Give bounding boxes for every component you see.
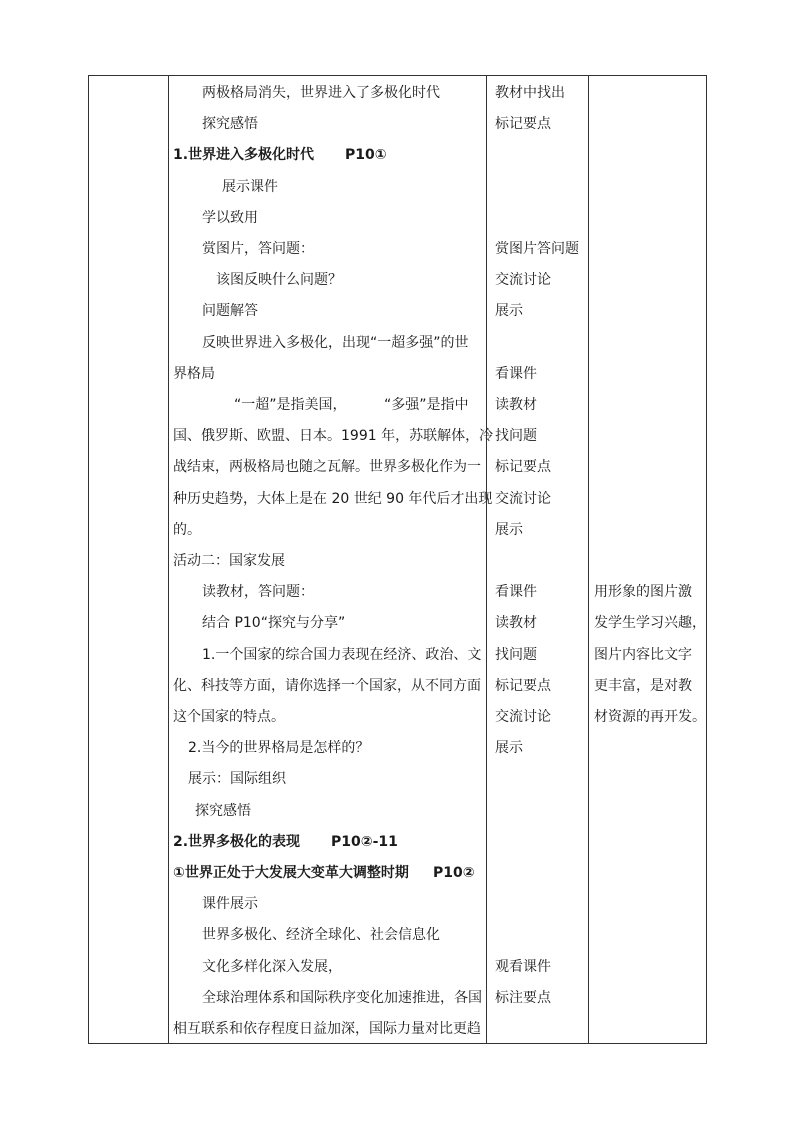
section-heading: 2.世界多极化的表现	[173, 834, 301, 850]
activity-heading: 活动二：国家发展	[173, 553, 285, 569]
activity-item: 读教材	[495, 615, 537, 631]
text-line: 1.一个国家的综合国力表现在经济、政治、文	[202, 647, 482, 663]
page-reference: P10②	[433, 865, 475, 881]
text-line: “多强”是指中	[384, 397, 469, 413]
text-line: 结合 P10“探究与分享”	[202, 615, 346, 631]
text-line: 国、俄罗斯、欧盟、日本。1991 年，苏联解体，冷	[173, 428, 494, 444]
activity-item: 找问题	[495, 428, 537, 444]
activity-item: 看课件	[495, 584, 537, 600]
text-line: 展示课件	[222, 179, 278, 195]
text-line: 这个国家的特点。	[173, 709, 285, 725]
page-reference: P10①	[345, 147, 387, 163]
activity-item: 展示	[495, 522, 523, 538]
text-line: 2.当今的世界格局是怎样的？	[188, 740, 370, 756]
text-line: 问题解答	[202, 303, 258, 319]
text-line: 读教材，答问题：	[202, 584, 314, 600]
text-line: 两极格局消失，世界进入了多极化时代	[202, 85, 440, 101]
activity-item: 找问题	[495, 647, 537, 663]
text-line: 世界多极化、经济全球化、社会信息化	[202, 927, 440, 943]
activity-item: 展示	[495, 303, 523, 319]
activity-item: 赏图片答问题	[495, 241, 579, 257]
text-line: 全球治理体系和国际秩序变化加速推进，各国	[202, 990, 482, 1006]
activity-item: 展示	[495, 740, 523, 756]
page-reference: P10②-11	[331, 834, 398, 850]
activity-item: 看课件	[495, 366, 537, 382]
activity-item: 读教材	[495, 397, 537, 413]
text-line: 赏图片，答问题：	[202, 241, 314, 257]
activity-item: 交流讨论	[495, 491, 551, 507]
text-line: 种历史趋势，大体上是在 20 世纪 90 年代后才出现	[173, 491, 493, 507]
activity-item: 标注要点	[495, 990, 551, 1006]
text-line: 的。	[173, 522, 201, 538]
intent-line: 用形象的图片激	[594, 584, 692, 600]
column-divider-3	[588, 76, 589, 1043]
intent-line: 材资源的再开发。	[594, 709, 706, 725]
activity-item: 标记要点	[495, 459, 551, 475]
activity-item: 标记要点	[495, 678, 551, 694]
intent-line: 图片内容比文字	[594, 647, 692, 663]
activity-item: 标记要点	[495, 116, 551, 132]
text-line: 文化多样化深入发展，	[202, 959, 342, 975]
column-divider-1	[168, 76, 169, 1043]
text-line: 探究感悟	[202, 116, 258, 132]
activity-item: 交流讨论	[495, 709, 551, 725]
text-line: 界格局	[173, 366, 215, 382]
activity-item: 教材中找出	[495, 85, 565, 101]
column-divider-2	[486, 76, 487, 1043]
text-line: 化、科技等方面，请你选择一个国家，从不同方面	[173, 678, 481, 694]
activity-item: 交流讨论	[495, 272, 551, 288]
text-line: 展示：国际组织	[188, 771, 286, 787]
text-line: 战结束，两极格局也随之瓦解。世界多极化作为一	[173, 459, 481, 475]
text-line: 探究感悟	[195, 803, 251, 819]
section-heading: 1.世界进入多极化时代	[173, 147, 315, 163]
text-line: 课件展示	[202, 896, 258, 912]
intent-line: 更丰富，是对教	[594, 678, 692, 694]
intent-line: 发学生学习兴趣，	[594, 615, 706, 631]
text-line: 学以致用	[202, 210, 258, 226]
subsection-heading: ①世界正处于大发展大变革大调整时期	[173, 865, 409, 881]
text-line: 相互联系和依存程度日益加深，国际力量对比更趋	[173, 1021, 481, 1037]
text-line: “一超”是指美国，	[234, 397, 347, 413]
text-line: 该图反映什么问题？	[216, 272, 342, 288]
text-line: 反映世界进入多极化，出现“一超多强”的世	[202, 335, 469, 351]
activity-item: 观看课件	[495, 959, 551, 975]
